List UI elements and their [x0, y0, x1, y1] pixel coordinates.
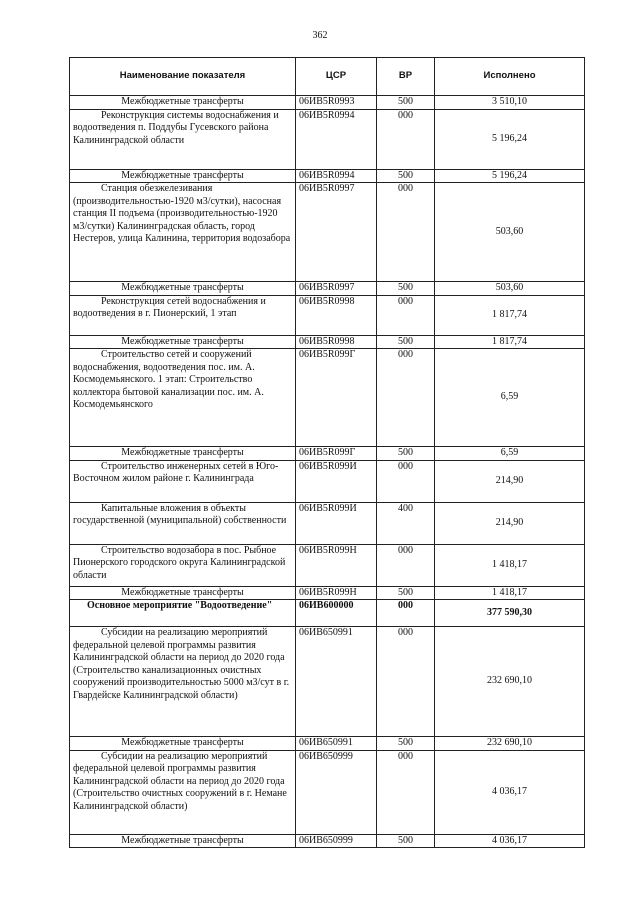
table-row	[70, 169, 585, 183]
row-name: Межбюджетные трансферты	[70, 834, 296, 848]
row-value: 503,60	[435, 282, 585, 296]
table-row	[70, 600, 585, 627]
row-vr: 000	[377, 109, 435, 169]
row-csr: 06ИВ600000	[296, 600, 377, 627]
row-name: Строительство водозабора в пос. Рыбное Пионерского городского округа Калининградской области	[70, 544, 296, 586]
row-name: Капитальные вложения в объекты государственной (муниципальной) собственности	[70, 502, 296, 544]
row-csr: 06ИВ650999	[296, 750, 377, 834]
row-name: Межбюджетные трансферты	[70, 282, 296, 296]
row-value: 1 817,74	[435, 295, 585, 335]
row-value: 503,60	[435, 183, 585, 282]
row-csr: 06ИВ5R0993	[296, 96, 377, 110]
row-value: 4 036,17	[435, 834, 585, 848]
table-row	[70, 460, 585, 502]
row-csr: 06ИВ5R099Г	[296, 447, 377, 461]
row-vr: 000	[377, 600, 435, 627]
row-vr: 500	[377, 335, 435, 349]
table-row	[70, 834, 585, 848]
table-row	[70, 183, 585, 282]
row-vr: 500	[377, 169, 435, 183]
table-row	[70, 544, 585, 586]
row-vr: 000	[377, 349, 435, 447]
row-csr: 06ИВ5R099Н	[296, 544, 377, 586]
page-number: 362	[312, 30, 328, 41]
row-value: 1 418,17	[435, 544, 585, 586]
row-value: 6,59	[435, 447, 585, 461]
row-value: 1 418,17	[435, 586, 585, 600]
header-csr: ЦСР	[296, 58, 377, 96]
row-vr: 500	[377, 96, 435, 110]
row-name: Межбюджетные трансферты	[70, 335, 296, 349]
row-name: Межбюджетные трансферты	[70, 737, 296, 751]
row-csr: 06ИВ5R0994	[296, 169, 377, 183]
row-name: Строительство сетей и сооружений водоснабжения, водоотведения пос. им. А. Космодемьянского. 1 этап: Строительство коллектора бытовой канализации пос. им. А. Космодемьянского	[70, 349, 296, 447]
table-row	[70, 282, 585, 296]
row-value: 4 036,17	[435, 750, 585, 834]
row-vr: 000	[377, 460, 435, 502]
table-row	[70, 586, 585, 600]
row-name: Субсидии на реализацию мероприятий федеральной целевой программы развития Калининградской области на период до 2020 года (Строительство очистных сооружений в г. Немане Калининградской области)	[70, 750, 296, 834]
table-row	[70, 502, 585, 544]
row-csr: 06ИВ5R0997	[296, 282, 377, 296]
row-vr: 500	[377, 282, 435, 296]
row-vr: 500	[377, 834, 435, 848]
row-value: 3 510,10	[435, 96, 585, 110]
row-value: 232 690,10	[435, 737, 585, 751]
row-vr: 000	[377, 295, 435, 335]
row-name: Межбюджетные трансферты	[70, 586, 296, 600]
table-row	[70, 447, 585, 461]
row-csr: 06ИВ5R099Н	[296, 586, 377, 600]
header-executed: Исполнено	[435, 58, 585, 96]
row-vr: 500	[377, 586, 435, 600]
row-vr: 500	[377, 447, 435, 461]
table-row	[70, 335, 585, 349]
row-name: Субсидии на реализацию мероприятий федеральной целевой программы развития Калининградской области на период до 2020 года (Строительство канализационных очистных сооружений производительностью 5000 м3/сут в г. Гвардейске Калининградской области)	[70, 627, 296, 737]
table-row	[70, 96, 585, 110]
row-vr: 000	[377, 544, 435, 586]
row-csr: 06ИВ5R0997	[296, 183, 377, 282]
row-value: 377 590,30	[435, 600, 585, 627]
row-value: 214,90	[435, 460, 585, 502]
table-header-row	[70, 58, 585, 96]
table-row	[70, 627, 585, 737]
row-name: Межбюджетные трансферты	[70, 447, 296, 461]
row-value: 6,59	[435, 349, 585, 447]
row-vr: 000	[377, 627, 435, 737]
row-value: 5 196,24	[435, 109, 585, 169]
row-csr: 06ИВ650999	[296, 834, 377, 848]
row-value: 5 196,24	[435, 169, 585, 183]
row-csr: 06ИВ5R099И	[296, 460, 377, 502]
row-name: Межбюджетные трансферты	[70, 169, 296, 183]
budget-table	[69, 57, 585, 848]
row-name: Реконструкция сетей водоснабжения и водоотведения в г. Пионерский, 1 этап	[70, 295, 296, 335]
row-value: 214,90	[435, 502, 585, 544]
header-name: Наименование показателя	[70, 58, 296, 96]
table-row	[70, 295, 585, 335]
table-row	[70, 750, 585, 834]
row-csr: 06ИВ650991	[296, 737, 377, 751]
row-csr: 06ИВ5R099И	[296, 502, 377, 544]
row-value: 1 817,74	[435, 335, 585, 349]
row-name: Межбюджетные трансферты	[70, 96, 296, 110]
row-name: Станция обезжелезивания (производительностью-1920 м3/сутки), насосная станция II подъема (производительностью-1920 м3/сутки) Калининградская область, город Нестеров, улица Калинина, территория водозабора	[70, 183, 296, 282]
row-csr: 06ИВ650991	[296, 627, 377, 737]
header-vr: ВР	[377, 58, 435, 96]
row-csr: 06ИВ5R0998	[296, 335, 377, 349]
row-vr: 500	[377, 737, 435, 751]
row-vr: 400	[377, 502, 435, 544]
row-csr: 06ИВ5R0994	[296, 109, 377, 169]
row-csr: 06ИВ5R0998	[296, 295, 377, 335]
row-value: 232 690,10	[435, 627, 585, 737]
row-name: Основное мероприятие "Водоотведение"	[70, 600, 296, 627]
row-name: Реконструкция системы водоснабжения и водоотведения п. Поддубы Гусевского района Калининградской области	[70, 109, 296, 169]
table-row	[70, 109, 585, 169]
table-row	[70, 349, 585, 447]
row-csr: 06ИВ5R099Г	[296, 349, 377, 447]
row-vr: 000	[377, 183, 435, 282]
row-name: Строительство инженерных сетей в Юго-Восточном жилом районе г. Калининграда	[70, 460, 296, 502]
table-row	[70, 737, 585, 751]
row-vr: 000	[377, 750, 435, 834]
